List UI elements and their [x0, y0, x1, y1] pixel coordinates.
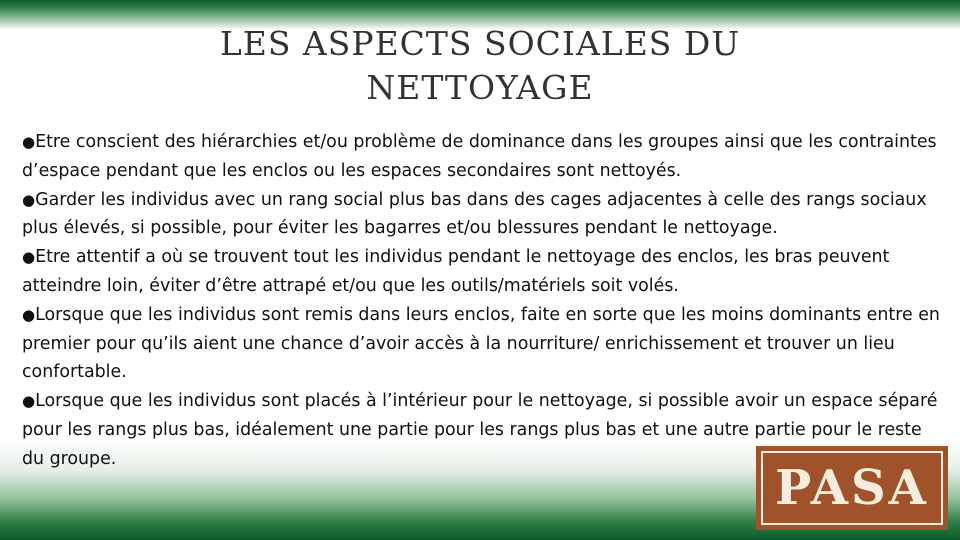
bullet-item — [22, 186, 942, 244]
bullet-item — [22, 243, 942, 301]
pasa-logo — [756, 446, 948, 530]
bullet-text: Lorsque que les individus sont placés à l’intérieur pour le nettoyage, si possible avoir un espace séparé pour les rangs plus bas, idéalement une partie pour les rangs plus bas et une autre partie pour le reste du groupe. — [22, 391, 938, 469]
bullet-text: Lorsque que les individus sont remis dans leurs enclos, faite en sorte que les moins dominants entre en premier pour qu’ils aient une chance d’avoir accès à la nourriture/ enrichissement et trouver un lieu confortable. — [22, 304, 940, 383]
slide-title-line-1: LES ASPECTS SOCIALES DU — [219, 24, 741, 63]
bullet-dot-icon: ● — [22, 248, 36, 267]
logo-text: PASA — [775, 460, 929, 516]
bullet-dot-icon: ● — [22, 392, 36, 411]
bullet-dot-icon: ● — [22, 133, 36, 151]
bullet-dot-icon: ● — [22, 305, 36, 324]
bullet-item — [22, 128, 942, 186]
bullet-item — [22, 301, 942, 387]
bullet-text: Garder les individus avec un rang social plus bas dans des cages adjacentes à celle des rangs sociaux plus élevés, si possible, pour éviter les bagarres et/ou blessures pendant le nettoyage. — [22, 189, 927, 239]
bullet-text: Etre conscient des hiérarchies et/ou problème de dominance dans les groupes ainsi que les contraintes d’espace pendant que les enclos ou les espaces secondaires sont nettoyés. — [22, 132, 937, 181]
bullet-dot-icon: ● — [22, 190, 36, 209]
slide-title — [0, 22, 960, 110]
bullet-text: Etre attentif a où se trouvent tout les individus pendant le nettoyage des enclos, les bras peuvent atteindre loin, éviter d’être attrapé et/ou que les outils/matériels soit volés. — [22, 247, 890, 296]
bullet-list — [22, 128, 942, 474]
slide-title-line-2: NETTOYAGE — [366, 68, 594, 107]
